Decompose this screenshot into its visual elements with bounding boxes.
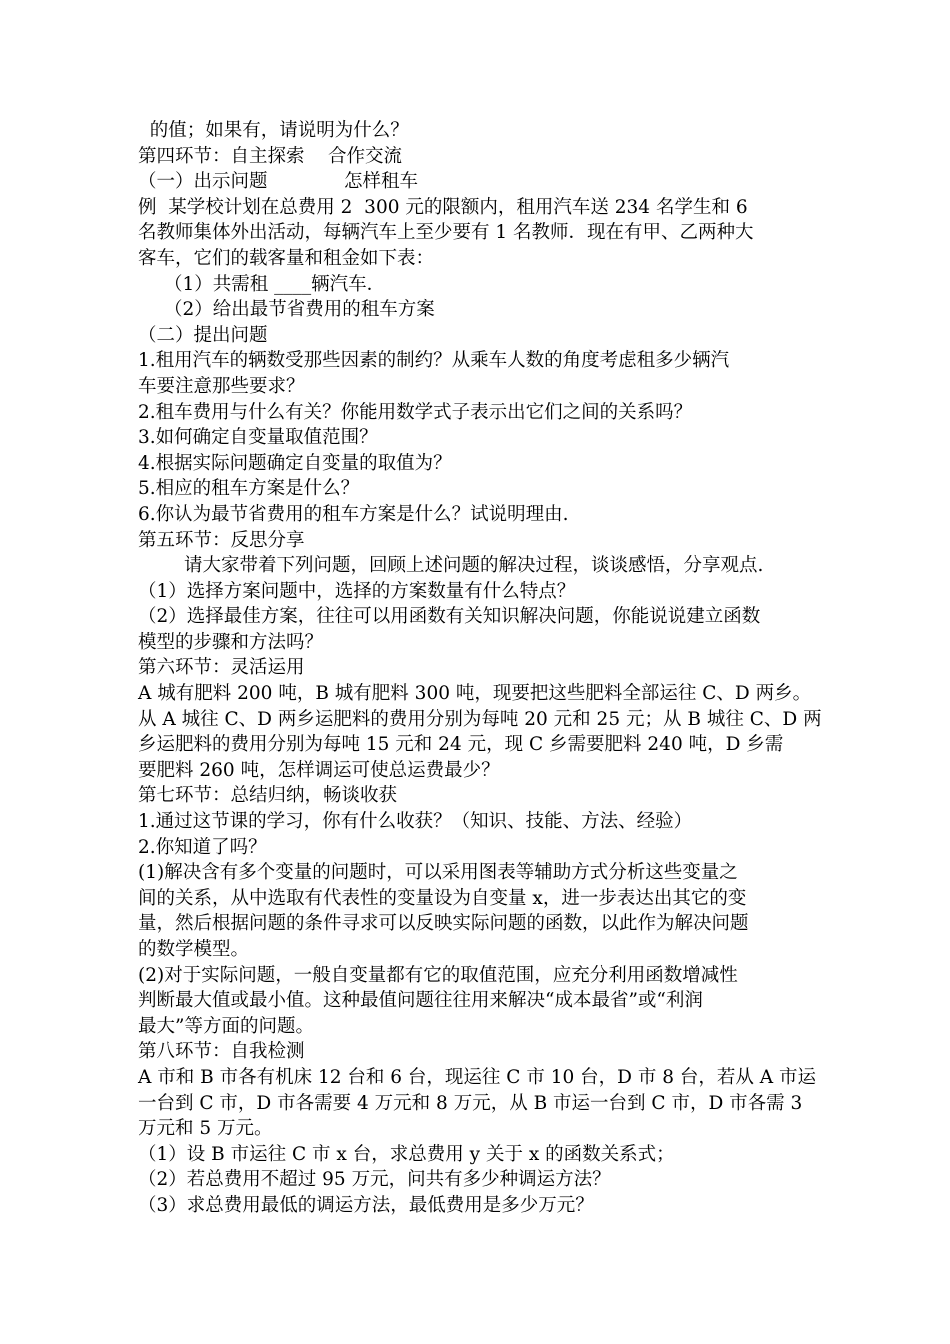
text-line: 从 A 城往 C、D 两乡运肥料的费用分别为每吨 20 元和 25 元；从 B 城往 C、D 两 <box>138 708 822 730</box>
text-line: 例 某学校计划在总费用 2 300 元的限额内，租用汽车送 234 名学生和 6 <box>138 196 748 218</box>
text-line: 最大”等方面的问题。 <box>138 1015 314 1037</box>
text-line: 2.租车费用与什么有关？你能用数学式子表示出它们之间的关系吗？ <box>138 401 693 423</box>
text-line: 的值；如果有，请说明为什么？ <box>138 120 409 141</box>
text-line: （1）选择方案问题中，选择的方案数量有什么特点？ <box>138 580 576 602</box>
text-line: A 市和 B 市各有机床 12 台和 6 台，现运往 C 市 10 台，D 市 8 台，若从 A 市运 <box>138 1066 817 1088</box>
text-line: 第七环节：总结归纳，畅谈收获 <box>138 785 398 807</box>
text-line: (2)对于实际问题，一般自变量都有它的取值范围，应充分利用函数增减性 <box>138 964 738 986</box>
document-body <box>138 118 860 1219</box>
text-line: （2）给出最节省费用的租车方案 <box>164 299 435 321</box>
text-line: 万元和 5 万元。 <box>138 1118 273 1140</box>
text-line: 3.如何确定自变量取值范围？ <box>138 427 378 449</box>
text-line: 量，然后根据问题的条件寻求可以反映实际问题的函数，以此作为解决问题 <box>138 913 749 935</box>
text-line: 判断最大值或最小值。这种最值问题往往用来解决“成本最省”或“利润 <box>138 990 703 1012</box>
text-line: （一）出示问题 怎样租车 <box>138 171 418 193</box>
text-line: 请大家带着下列问题，回顾上述问题的解决过程，谈谈感悟，分享观点. <box>184 555 764 577</box>
text-line: 乡运肥料的费用分别为每吨 15 元和 24 元，现 C 乡需要肥料 240 吨，D 乡需 <box>138 734 784 756</box>
text-line: 第四环节：自主探索 合作交流 <box>138 145 403 167</box>
text-line: （2）若总费用不超过 95 万元，问共有多少种调运方法？ <box>138 1169 611 1191</box>
text-line: 车要注意那些要求？ <box>138 375 305 397</box>
text-line: （1）共需租 ____辆汽车． <box>164 273 386 295</box>
text-line: （1）设 B 市运往 C 市 x 台，求总费用 y 关于 x 的函数关系式； <box>138 1143 675 1165</box>
text-line: 第八环节：自我检测 <box>138 1041 305 1063</box>
text-line: 模型的步骤和方法吗？ <box>138 631 324 653</box>
text-line: 客车，它们的载客量和租金如下表： <box>138 247 435 269</box>
text-line: 2.你知道了吗？ <box>138 836 267 858</box>
text-line: （2）选择最佳方案，往往可以用函数有关知识解决问题，你能说说建立函数 <box>138 606 761 628</box>
text-line: 一台到 C 市，D 市各需要 4 万元和 8 万元，从 B 市运一台到 C 市，D 市各需 3 <box>138 1092 803 1114</box>
text-line: 第六环节：灵活运用 <box>138 657 305 679</box>
text-line: 间的关系，从中选取有代表性的变量设为自变量 x，进一步表达出其它的变 <box>138 887 747 909</box>
text-line: （二）提出问题 <box>138 324 268 346</box>
text-line: (1)解决含有多个变量的问题时，可以采用图表等辅助方式分析这些变量之 <box>138 862 738 884</box>
text-line: 要肥料 260 吨，怎样调运可使总运费最少？ <box>138 759 500 781</box>
text-line: 6.你认为最节省费用的租车方案是什么？试说明理由. <box>138 503 569 525</box>
text-line: 1.租用汽车的辆数受那些因素的制约？从乘车人数的角度考虑租多少辆汽 <box>138 350 730 372</box>
text-line: A 城有肥料 200 吨，B 城有肥料 300 吨，现要把这些肥料全部运往 C、D 两乡。 <box>138 683 812 705</box>
text-line: 的数学模型。 <box>138 939 250 960</box>
text-line: 第五环节：反思分享 <box>138 529 305 551</box>
text-line: 4.根据实际问题确定自变量的取值为？ <box>138 452 452 474</box>
text-line: 名教师集体外出活动，每辆汽车上至少要有 1 名教师．现在有甲、乙两种大 <box>138 222 754 244</box>
text-line: 5.相应的租车方案是什么？ <box>138 478 360 500</box>
text-line: （3）求总费用最低的调运方法，最低费用是多少万元？ <box>138 1194 594 1216</box>
text-line: 1.通过这节课的学习，你有什么收获？（知识、技能、方法、经验） <box>138 811 693 833</box>
